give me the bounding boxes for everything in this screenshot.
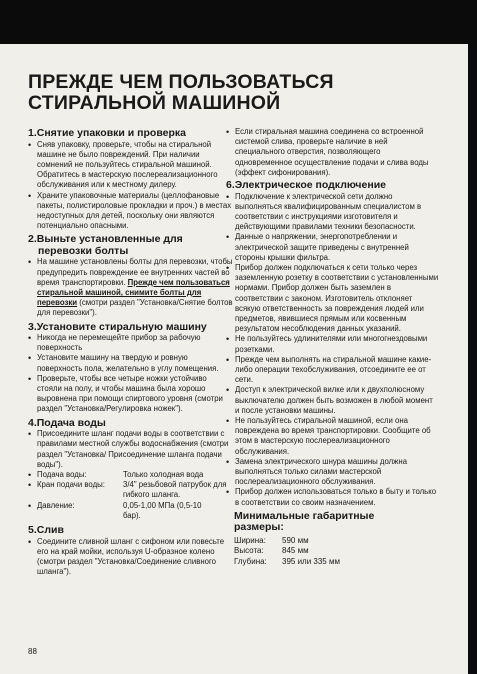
- bullet-item: • Присоедините шланг подачи воды в соответствии с правилами местной службы водоснабжения (смотри раздел "Установка/ Присоединение шланга подачи воды").: [28, 429, 233, 470]
- bullet-item: • Сняв упаковку, проверьте, чтобы на стиральной машине не было повреждений. При наличии сомнений не пользуйтесь стиральной машиной. Обратитесь в мастерскую послереализационного обслуживания или к местному дилеру.: [28, 140, 233, 191]
- spec-value: 0,05-1,00 МПа (0,5-10 бар).: [123, 500, 202, 520]
- section-transport-bolts: [28, 234, 233, 318]
- bullet-item: • Не пользуйтесь удлинителями или многогнездовыми розетками.: [226, 334, 439, 354]
- bullet-item: • Прибор должен использоваться только в быту и только в соответствии со своим назначением.: [226, 487, 439, 507]
- section-install: [28, 322, 233, 415]
- min-dimensions: [226, 511, 439, 568]
- dimension-row: [226, 546, 439, 557]
- left-column: [28, 128, 233, 580]
- bullet-text: На машине установлены болты для перевозки, чтобы предупредить повреждение ее внутренних частей во время транспортировки.: [37, 257, 233, 287]
- section-unpacking: [28, 128, 233, 231]
- section-heading: [28, 234, 233, 257]
- dimensions-heading-line-2: размеры:: [234, 521, 284, 534]
- bullet-item: • Никогда не перемещейте прибор за рабочую поверхность: [28, 333, 233, 353]
- section-water-supply: [28, 418, 233, 521]
- bullet-item: • Не пользуйтесь стиральной машиной, если она повреждена во время транспортировки. Сообщите об этом в мастерскую послереализационного обслуживания.: [226, 416, 439, 457]
- top-black-border: [0, 0, 477, 44]
- spec-value: 3/4" резьбовой патрубок для гибкого шланга.: [123, 480, 227, 500]
- bullet-item: • Прежде чем выполнять на стиральной машине какие-либо операции техобслуживания, отсоедините ее от сети.: [226, 355, 439, 386]
- right-black-border: [468, 0, 477, 674]
- section-drain: [28, 525, 233, 577]
- bullet-item: [28, 257, 233, 318]
- section-heading: 3.Установите стиральную машину: [28, 320, 207, 333]
- dimension-label: Ширина:: [234, 535, 266, 545]
- bullet-item: • Замена электрического шнура машины должна выполняться только силами мастерской послереализационного обслуживания.: [226, 457, 439, 488]
- section-heading: 6.Электрическое подключение: [226, 179, 387, 192]
- spec-row: [28, 470, 233, 480]
- dimension-label: Высота:: [234, 546, 264, 556]
- warning-underlined-text: Прежде чем пользоваться стиральной машиной, снимите болты для перевозки: [37, 277, 230, 308]
- dimension-label: Глубина:: [234, 556, 267, 566]
- section-heading-line-2: перевозки болты: [38, 244, 129, 257]
- spec-value: Только холодная вода: [123, 469, 204, 479]
- bullet-text: (смотри раздел "Установка/Снятие болтов для перевозки").: [37, 298, 233, 318]
- spec-row: [28, 501, 233, 521]
- bullet-item: • Подключение к электрической сети должно выполняться квалифицированным специалистом в соответствии с инструкциями изготовителя и действующими правилами техники безопасности.: [226, 192, 439, 233]
- page-title-line-1: ПРЕЖДЕ ЧЕМ ПОЛЬЗОВАТЬСЯ: [28, 71, 334, 93]
- right-column: [226, 127, 439, 567]
- spec-row: [28, 480, 233, 500]
- section-heading-line-1: 2.Выньте установленные для: [28, 233, 183, 246]
- page-title-line-2: СТИРАЛЬНОЙ МАШИНОЙ: [28, 92, 281, 114]
- page-title: [28, 72, 448, 114]
- dimension-value: 590 мм: [282, 535, 309, 545]
- bullet-item: • Если стиральная машина соединена со встроенной системой слива, проверьте наличие в ней специального отверстия, позволяющего одновременное осуществление подачи и слива воды (эффект сифонирования).: [226, 127, 439, 178]
- bullet-item: • Установите машину на твердую и ровную поверхность пола, желательно в углу помещения.: [28, 353, 233, 373]
- section-heading: 1.Снятие упаковки и проверка: [28, 127, 187, 139]
- bullet-item: • Храните упаковочные материалы (целлофановые пакеты, полистироловые прокладки и проч.) в местах недоступных для детей, поскольку они являются потенциально опасными.: [28, 191, 233, 232]
- bullet-item: • Соедините сливной шланг с сифоном или повесьте его на край мойки, используя U-образное колено (смотри раздел "Установка/Соединение сливного шланга").: [28, 537, 233, 578]
- dimension-value: 845 мм: [282, 546, 309, 556]
- dimensions-heading: [234, 511, 439, 534]
- dimensions-heading-line-1: Минимальные габаритные: [234, 509, 375, 522]
- dimension-row: [226, 557, 439, 568]
- spec-label: • Кран подачи воды:: [37, 480, 105, 490]
- section-heading: 4.Подача воды: [28, 416, 106, 429]
- dimension-row: [226, 536, 439, 547]
- section-heading: 5.Слив: [28, 524, 64, 536]
- bullet-item: • Проверьте, чтобы все четыре ножки устойчиво стояли на полу, и чтобы машина была хорошо выровнена при помощи спиртового уровня (смотри раздел "Установка/Регулировка ножек").: [28, 374, 233, 415]
- spec-label: • Давление:: [37, 500, 75, 510]
- page-number: 88: [28, 647, 37, 656]
- spec-label: • Подача воды:: [37, 469, 87, 479]
- bullet-item: • Прибор должен подключаться к сети только через заземленную розетку в соответствии с установленными нормами. Прибор должен быть заземлен в соответствии с законом. Изготовитель отклоняет всякую ответственность за повреждения людей или предметов, явившиеся прямым или косвенным результатом несоблюдения данных указаний.: [226, 263, 439, 334]
- bullet-item: • Доступ к электрической вилке или к двухполюсному выключателю должен быть возможен в любой момент и после установки машины.: [226, 385, 439, 416]
- bullet-item: • Данные о напряжении, энергопотреблении и электрической защите приведены с внутренней стороны крышки фильтра.: [226, 232, 439, 263]
- dimension-value: 395 или 335 мм: [282, 556, 340, 566]
